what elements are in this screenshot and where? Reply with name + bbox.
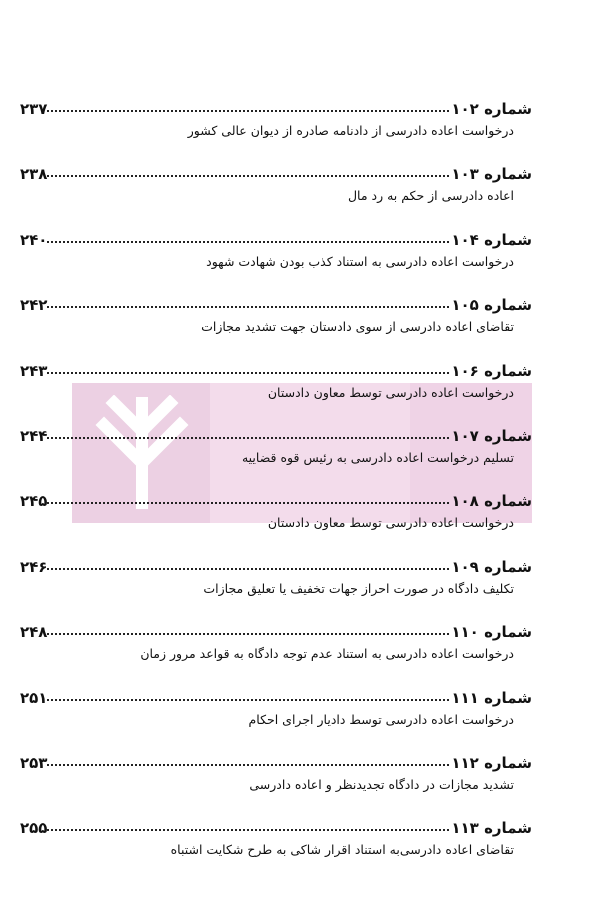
- page-number: ۲۳۸: [20, 165, 48, 184]
- entry-subtitle: تشدید مجازات در دادگاه تجدیدنظر و اعاده دادرسی: [249, 776, 514, 792]
- dot-leader: [47, 764, 449, 766]
- dot-leader: [47, 372, 449, 374]
- page-number: ۲۴۵: [20, 492, 48, 511]
- dot-leader: [47, 633, 449, 635]
- toc-entry[interactable]: [20, 288, 532, 353]
- toc-entry[interactable]: [20, 615, 532, 680]
- toc-entry[interactable]: [20, 746, 532, 811]
- toc-entry[interactable]: [20, 484, 532, 549]
- toc-entry[interactable]: [20, 419, 532, 484]
- entry-subtitle: تقاضای اعاده دادرسی از سوی دادستان جهت تشدید مجازات: [201, 319, 514, 335]
- entry-title: شماره ۱۱۲: [451, 753, 532, 772]
- toc-entry[interactable]: [20, 550, 532, 615]
- entry-subtitle: تکلیف دادگاه در صورت احراز جهات تخفیف یا تعلیق مجازات: [203, 580, 514, 596]
- dot-leader: [47, 241, 449, 243]
- entry-subtitle: درخواست اعاده دادرسی توسط معاون دادستان: [267, 515, 514, 531]
- entry-title: شماره ۱۰۶: [451, 361, 532, 380]
- entry-subtitle: درخواست اعاده دادرسی از دادنامه صادره از دیوان عالی کشور: [187, 123, 514, 138]
- entry-title: شماره ۱۰۲: [451, 100, 532, 118]
- page-number: ۲۴۰: [20, 230, 48, 249]
- entry-subtitle: درخواست اعاده دادرسی به استناد عدم توجه دادگاه به قواعد مرور زمان: [140, 646, 514, 662]
- page-number: ۲۵۱: [20, 688, 48, 707]
- table-of-contents: [20, 92, 532, 877]
- page-number: ۲۴۳: [20, 361, 48, 380]
- dot-leader: [47, 110, 449, 112]
- entry-title: شماره ۱۱۳: [451, 819, 532, 838]
- page-number: ۲۵۳: [20, 753, 48, 772]
- toc-entry[interactable]: [20, 681, 532, 746]
- toc-entry[interactable]: [20, 811, 532, 876]
- entry-subtitle: اعاده دادرسی از حکم به رد مال: [347, 188, 514, 204]
- toc-entry[interactable]: [20, 157, 532, 222]
- page-number: ۲۴۸: [20, 623, 48, 642]
- page-number: ۲۴۲: [20, 296, 48, 315]
- toc-entry[interactable]: [20, 92, 532, 157]
- entry-title: شماره ۱۰۴: [451, 230, 532, 249]
- entry-title: شماره ۱۱۱: [451, 688, 532, 707]
- entry-subtitle: درخواست اعاده دادرسی به استناد کذب بودن شهادت شهود: [206, 253, 514, 269]
- page-number: ۲۴۶: [20, 557, 48, 576]
- dot-leader: [47, 306, 449, 308]
- page-number: ۲۵۵: [20, 819, 48, 838]
- page-number: ۲۴۴: [20, 426, 48, 445]
- dot-leader: [47, 502, 449, 504]
- entry-subtitle: تقاضای اعاده دادرسی‌به استناد اقرار شاکی به طرح شکایت اشتباه: [170, 842, 514, 858]
- entry-subtitle: تسلیم درخواست اعاده دادرسی به رئیس قوه قضاییه: [241, 449, 514, 465]
- entry-subtitle: درخواست اعاده دادرسی توسط معاون دادستان: [267, 384, 514, 400]
- entry-title: شماره ۱۰۷: [451, 426, 532, 445]
- entry-title: شماره ۱۰۹: [451, 557, 532, 576]
- toc-entry[interactable]: [20, 223, 532, 288]
- page-number: ۲۳۷: [20, 100, 48, 118]
- entry-title: شماره ۱۰۸: [451, 492, 532, 511]
- entry-subtitle: درخواست اعاده دادرسی توسط دادیار اجرای احکام: [248, 711, 514, 727]
- dot-leader: [47, 175, 449, 177]
- entry-title: شماره ۱۱۰: [451, 623, 532, 642]
- dot-leader: [47, 568, 449, 570]
- dot-leader: [47, 437, 449, 439]
- entry-title: شماره ۱۰۳: [451, 165, 532, 184]
- toc-entry[interactable]: [20, 354, 532, 419]
- entry-title: شماره ۱۰۵: [451, 296, 532, 315]
- dot-leader: [47, 829, 449, 831]
- dot-leader: [47, 699, 449, 701]
